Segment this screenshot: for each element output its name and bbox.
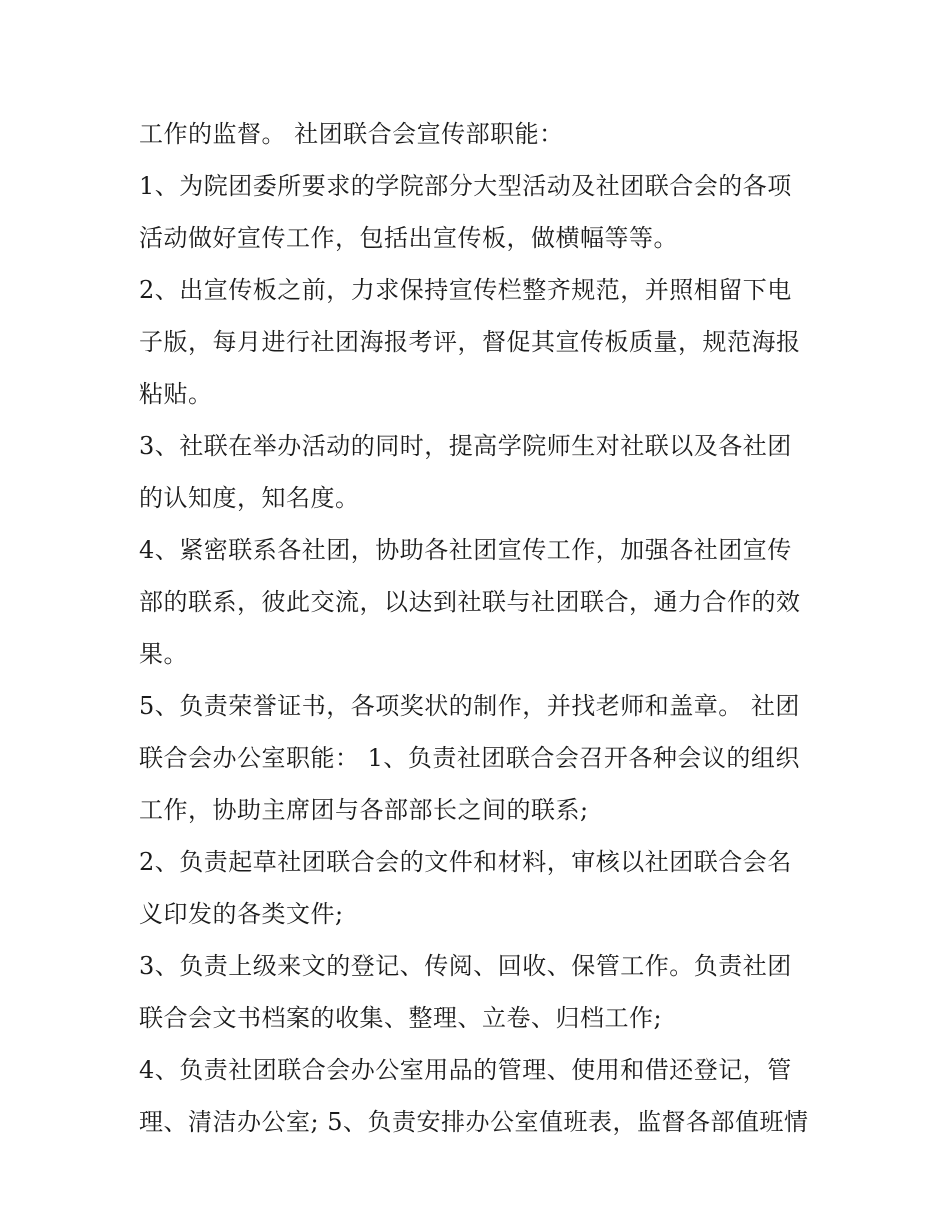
text-line: 工作的监督。 社团联合会宣传部职能： (139, 120, 564, 148)
text-line: 3、社联在举办活动的同时，提高学院师生对社联以及各社团 (139, 432, 792, 460)
text-line: 4、紧密联系各社团，协助各社团宣传工作，加强各社团宣传 (139, 536, 792, 564)
text-line: 4、负责社团联合会办公室用品的管理、使用和借还登记，管 (139, 1056, 792, 1084)
text-line: 粘贴。 (139, 380, 213, 408)
text-line: 理、清洁办公室; 5、负责安排办公室值班表，监督各部值班情 (139, 1108, 809, 1136)
text-line: 果。 (139, 640, 188, 668)
document-body (139, 108, 819, 1148)
text-line: 部的联系，彼此交流，以达到社联与社团联合，通力合作的效 (139, 588, 801, 616)
text-line: 5、负责荣誉证书，各项奖状的制作，并找老师和盖章。 社团 (139, 692, 800, 720)
text-line: 联合会办公室职能： 1、负责社团联合会召开各种会议的组织 (139, 744, 800, 772)
text-line: 2、出宣传板之前，力求保持宣传栏整齐规范，并照相留下电 (139, 276, 792, 304)
text-line: 子版，每月进行社团海报考评，督促其宣传板质量，规范海报 (139, 328, 801, 356)
text-line: 1、为院团委所要求的学院部分大型活动及社团联合会的各项 (139, 172, 792, 200)
text-line: 2、负责起草社团联合会的文件和材料，审核以社团联合会名 (139, 848, 792, 876)
text-line: 3、负责上级来文的登记、传阅、回收、保管工作。负责社团 (139, 952, 792, 980)
text-line: 义印发的各类文件; (139, 900, 344, 928)
text-line: 活动做好宣传工作，包括出宣传板，做横幅等等。 (139, 224, 678, 252)
text-line: 工作，协助主席团与各部部长之间的联系; (139, 796, 589, 824)
text-line: 的认知度，知名度。 (139, 484, 360, 512)
text-line: 联合会文书档案的收集、整理、立卷、归档工作; (139, 1004, 663, 1032)
